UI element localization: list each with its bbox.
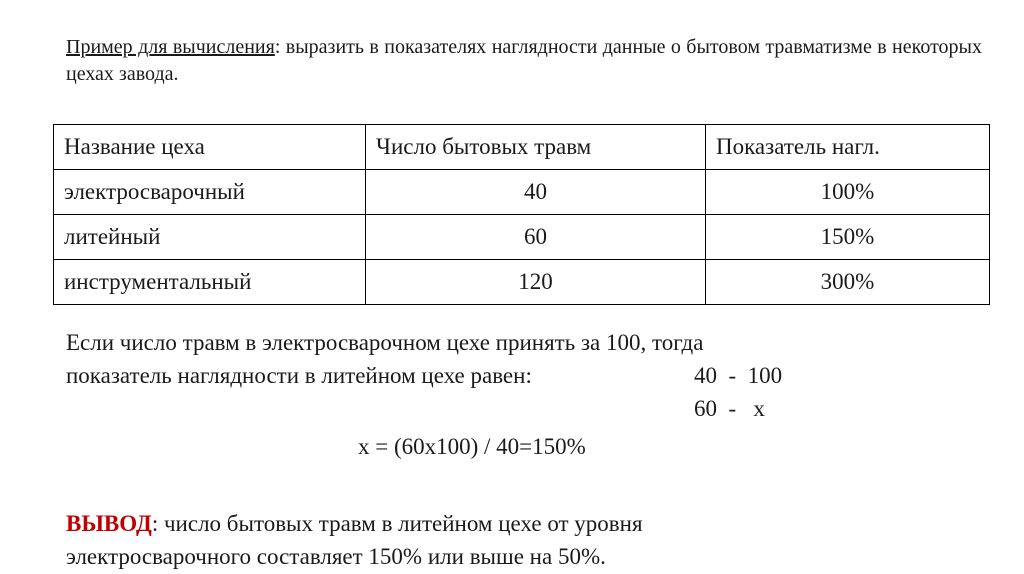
cell-indicator: 150%	[706, 215, 990, 260]
header-injuries: Число бытовых травм	[366, 125, 706, 170]
cell-indicator: 300%	[706, 260, 990, 305]
cell-indicator: 100%	[706, 170, 990, 215]
header-indicator: Показатель нагл.	[706, 125, 990, 170]
injury-table	[53, 124, 990, 305]
conclusion-line-1	[66, 507, 643, 540]
cell-injuries: 40	[366, 170, 706, 215]
intro-paragraph	[66, 34, 982, 88]
conclusion-keyword: ВЫВОД	[66, 511, 152, 536]
intro-lead: Пример для вычисления	[66, 36, 275, 58]
cell-workshop: электросварочный	[54, 170, 366, 215]
formula: х = (60х100) / 40=150%	[358, 434, 586, 459]
cell-workshop: литейный	[54, 215, 366, 260]
explanation-line-3	[66, 392, 765, 425]
table-row	[54, 170, 990, 215]
cell-injuries: 120	[366, 260, 706, 305]
cell-workshop: инструментальный	[54, 260, 366, 305]
conclusion-text-1: : число бытовых травм в литейном цехе от уровня	[151, 511, 643, 536]
table-row	[54, 260, 990, 305]
explanation-block	[66, 326, 783, 425]
proportion-row-1: 40 - 100	[694, 363, 783, 388]
conclusion-block	[66, 507, 643, 573]
explanation-line-1: Если число травм в электросварочном цехе принять за 100, тогда	[66, 330, 704, 355]
cell-injuries: 60	[366, 215, 706, 260]
explanation-line-2	[66, 359, 783, 392]
table-header-row	[54, 125, 990, 170]
proportion-row-2: 60 - х	[694, 396, 765, 421]
intro-text: : выразить в показателях наглядности данные о бытовом травматизме в некоторых цехах завода.	[66, 36, 982, 85]
explanation-line-2-text: показатель наглядности в литейном цехе равен:	[66, 363, 532, 388]
conclusion-line-2: электросварочного составляет 150% или выше на 50%.	[66, 544, 606, 569]
header-workshop: Название цеха	[54, 125, 366, 170]
table-row	[54, 215, 990, 260]
